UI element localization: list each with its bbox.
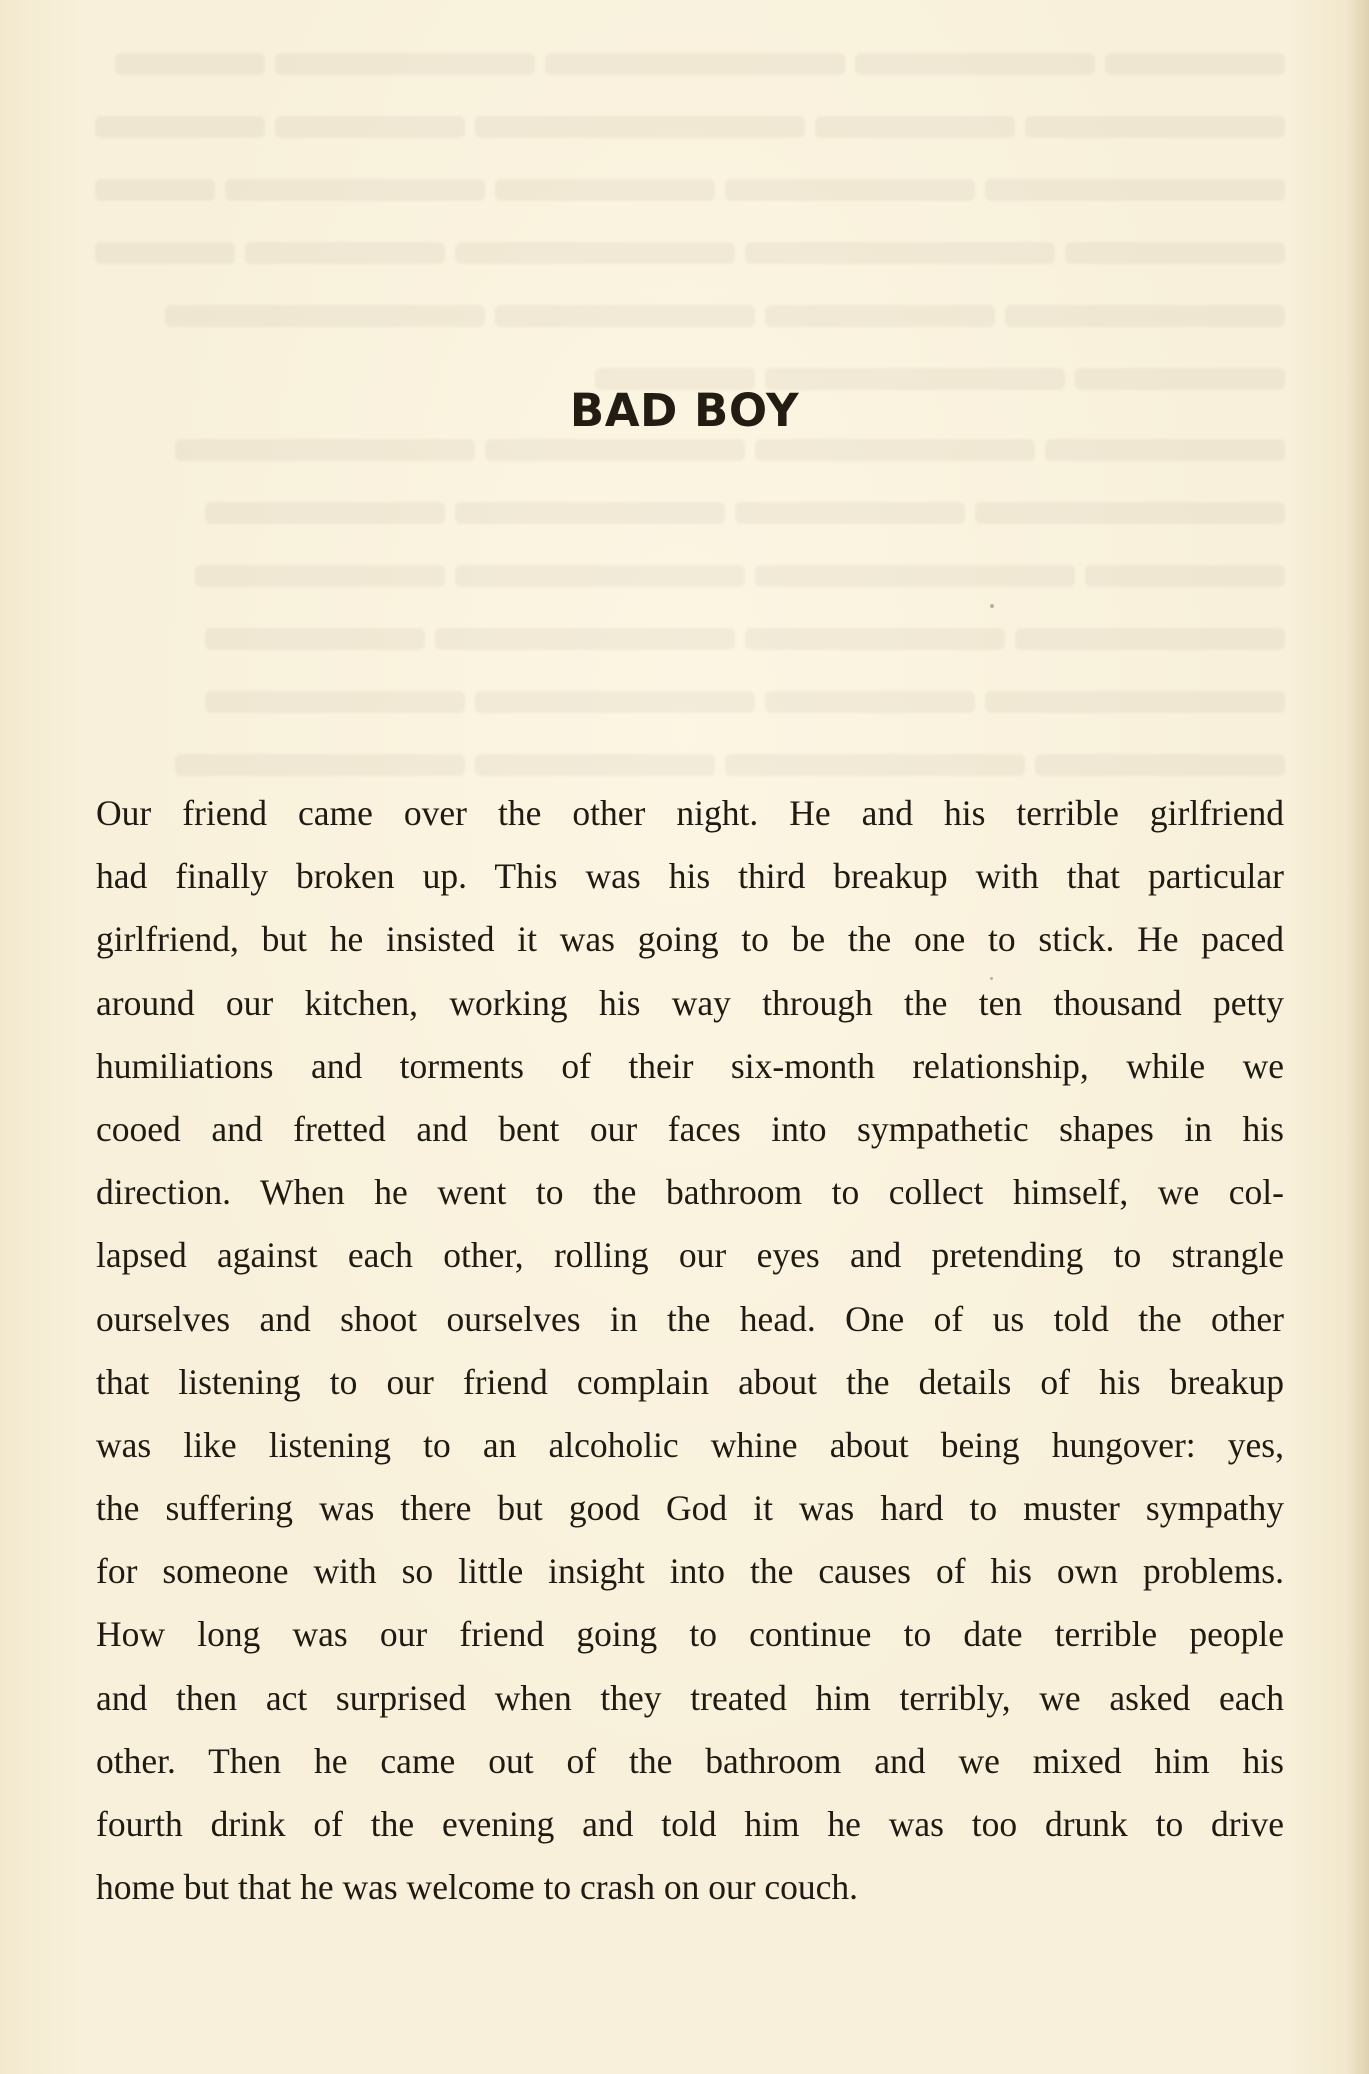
text-line: that listening to our friend complain about the details of his breakup: [96, 1361, 1284, 1402]
text-line: direction. When he went to the bathroom to collect himself, we col-: [96, 1172, 1284, 1213]
chapter-title: BAD BOY: [569, 384, 800, 437]
text-line: home but that he was welcome to crash on our couch.: [96, 1867, 859, 1908]
text-line: around our kitchen, working his way through the ten thousand petty: [96, 982, 1284, 1023]
text-line: and then act surprised when they treated him terribly, we asked each: [96, 1677, 1284, 1718]
bleed-through-top: [95, 30, 1285, 408]
page-edge-shadow: [1347, 0, 1369, 2074]
paper-speck: [990, 604, 994, 608]
text-line: fourth drink of the evening and told him he was too drunk to drive: [96, 1804, 1284, 1844]
text-line: was like listening to an alcoholic whine about being hungover: yes,: [96, 1424, 1284, 1465]
text-line: How long was our friend going to continue to date terrible people: [96, 1614, 1284, 1655]
body-paragraph: [96, 782, 1284, 1919]
text-line: other. Then he came out of the bathroom and we mixed him his: [96, 1740, 1284, 1781]
text-line: cooed and fretted and bent our faces into sympathetic shapes in his: [96, 1108, 1284, 1149]
bleed-through-middle: [95, 416, 1285, 794]
text-line: ourselves and shoot ourselves in the head. One of us told the other: [96, 1298, 1284, 1339]
text-line: humiliations and torments of their six-month relationship, while we: [96, 1045, 1284, 1086]
text-line: lapsed against each other, rolling our eyes and pretending to strangle: [96, 1235, 1284, 1276]
text-line: had finally broken up. This was his third breakup with that particular: [96, 856, 1284, 897]
paper-speck: [990, 977, 993, 980]
text-line: girlfriend, but he insisted it was going to be the one to stick. He paced: [96, 919, 1284, 960]
text-line: the suffering was there but good God it was hard to muster sympathy: [96, 1488, 1284, 1529]
text-line: for someone with so little insight into the causes of his own problems.: [96, 1551, 1284, 1592]
text-line: Our friend came over the other night. He and his terrible girlfriend: [96, 793, 1284, 833]
